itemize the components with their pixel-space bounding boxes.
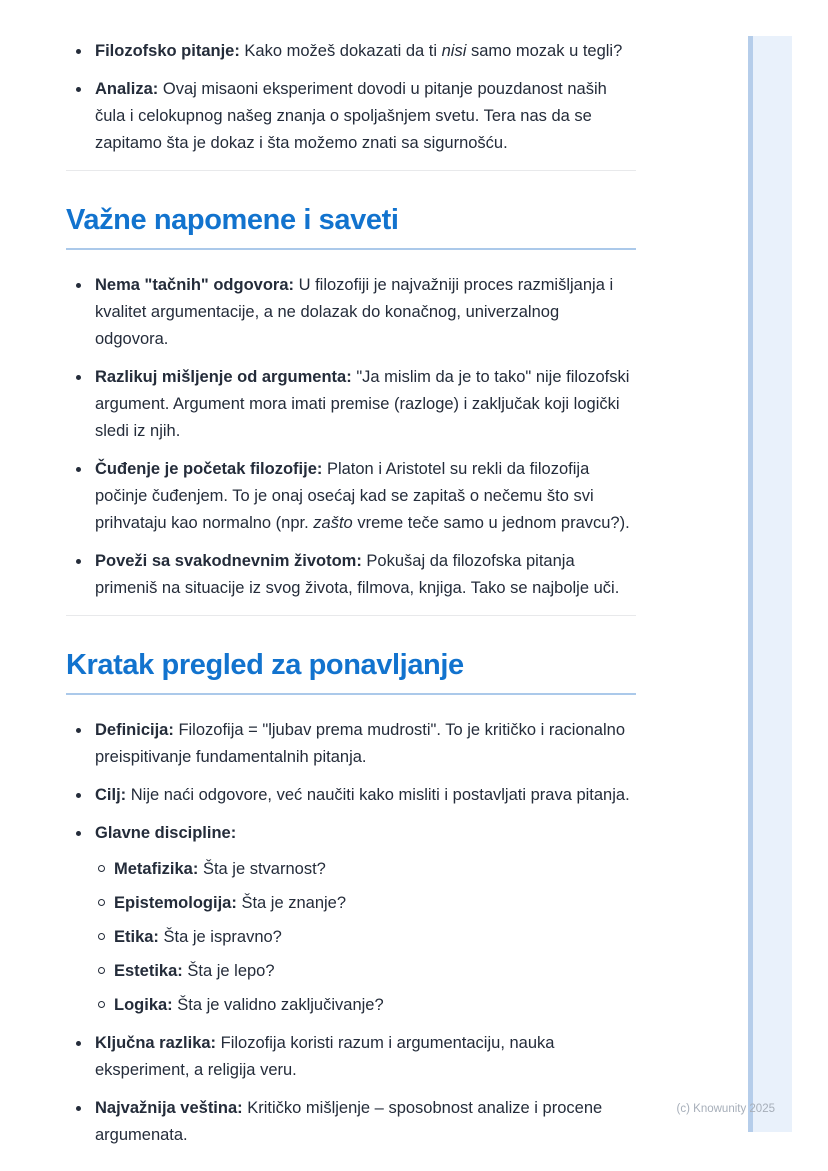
list-item-text: Kritičko mišljenje – sposobnost analize i procene argumenata. [95, 1099, 603, 1144]
list-item-text: Ovaj misaoni eksperiment dovodi u pitanje pouzdanost naših čula i celokupnog našeg znanja o spoljašnjem svetu. Tera nas da se zapitamo šta je dokaz i šta možemo znati sa sigurnošću. [95, 80, 607, 152]
list-item-lead: Metafizika: [114, 860, 203, 878]
footer-credit: (c) Knowunity 2025 [676, 1103, 775, 1115]
list-item-lead: Etika: [114, 928, 164, 946]
list-item-text: Nije naći odgovore, već naučiti kako misliti i postavljati prava pitanja. [130, 786, 630, 804]
list-item [66, 1030, 636, 1084]
document-content [66, 0, 636, 1160]
list-item [66, 717, 636, 771]
page-edge-strip [748, 36, 792, 1132]
list-item [95, 924, 636, 951]
list-item [66, 272, 636, 353]
list-item-lead: Najvažnija veština: [95, 1099, 248, 1117]
list-item-lead: Razlikuj mišljenje od argumenta: [95, 368, 357, 386]
list-item-lead: Glavne discipline: [95, 824, 237, 842]
list-item [66, 76, 636, 157]
list-item-text: Šta je ispravno? [163, 928, 282, 946]
section-title: Kratak pregled za ponavljanje [66, 647, 636, 695]
list-item-text: Šta je znanje? [241, 894, 347, 912]
list-item-text: Platon i Aristotel su rekli da filozofija počinje čuđenjem. To je onaj osećaj kad se zapitaš o nečemu što svi prihvataju kao normalno (npr. [95, 460, 594, 532]
list-item-lead: Cilj: [95, 786, 131, 804]
list-item-text: Kako možeš dokazati da ti [244, 42, 442, 60]
list-item-text: zašto [313, 514, 353, 532]
section-divider [66, 615, 636, 616]
list-item-lead: Analiza: [95, 80, 163, 98]
list-item [95, 958, 636, 985]
list-item-lead: Ključna razlika: [95, 1034, 221, 1052]
section-divider [66, 170, 636, 171]
list-item-text: Filozofija koristi razum i argumentaciju, nauka eksperiment, a religija veru. [95, 1034, 555, 1079]
section-list [66, 272, 636, 602]
list-item [95, 856, 636, 883]
list-item [66, 1095, 636, 1149]
intro-list [66, 38, 636, 157]
list-item [66, 820, 636, 1019]
list-item [66, 548, 636, 602]
section-title: Važne napomene i saveti [66, 202, 636, 250]
list-item-lead: Estetika: [114, 962, 188, 980]
list-item [66, 456, 636, 537]
section-important-notes [66, 170, 636, 602]
list-item-text: Šta je lepo? [187, 962, 275, 980]
list-item-text: Šta je validno zaključivanje? [177, 996, 384, 1014]
list-item-lead: Poveži sa svakodnevnim životom: [95, 552, 367, 570]
list-item-text: nisi [441, 42, 467, 60]
list-item-text: U filozofiji je najvažniji proces razmišljanja i kvalitet argumentacije, a ne dolazak do konačnog, univerzalnog odgovora. [95, 276, 614, 348]
list-item-text: "Ja mislim da je to tako" nije filozofski argument. Argument mora imati premise (razloge) i zaključak koji logički sledi iz njih. [95, 368, 630, 440]
list-item-text: samo mozak u tegli? [466, 42, 623, 60]
list-item-lead: Filozofsko pitanje: [95, 42, 245, 60]
list-item [95, 890, 636, 917]
list-item-lead: Čuđenje je početak filozofije: [95, 460, 327, 478]
list-item-lead: Logika: [114, 996, 178, 1014]
section-list [66, 717, 636, 1149]
list-item-text: Filozofija = "ljubav prema mudrosti". To je kritičko i racionalno preispitivanje fundamentalnih pitanja. [95, 721, 625, 766]
list-item-text: vreme teče samo u jednom pravcu?). [352, 514, 630, 532]
list-item-lead: Definicija: [95, 721, 179, 739]
list-item-text: Šta je stvarnost? [202, 860, 326, 878]
list-item [66, 782, 636, 809]
list-item [66, 38, 636, 65]
section-review-summary [66, 615, 636, 1149]
list-item [66, 364, 636, 445]
list-item-lead: Nema "tačnih" odgovora: [95, 276, 299, 294]
list-item-lead: Epistemologija: [114, 894, 242, 912]
list-item [95, 992, 636, 1019]
list-item-text: Pokušaj da filozofska pitanja primeniš na situacije iz svog života, filmova, knjiga. Tako se najbolje uči. [95, 552, 620, 597]
sub-list [95, 856, 636, 1019]
